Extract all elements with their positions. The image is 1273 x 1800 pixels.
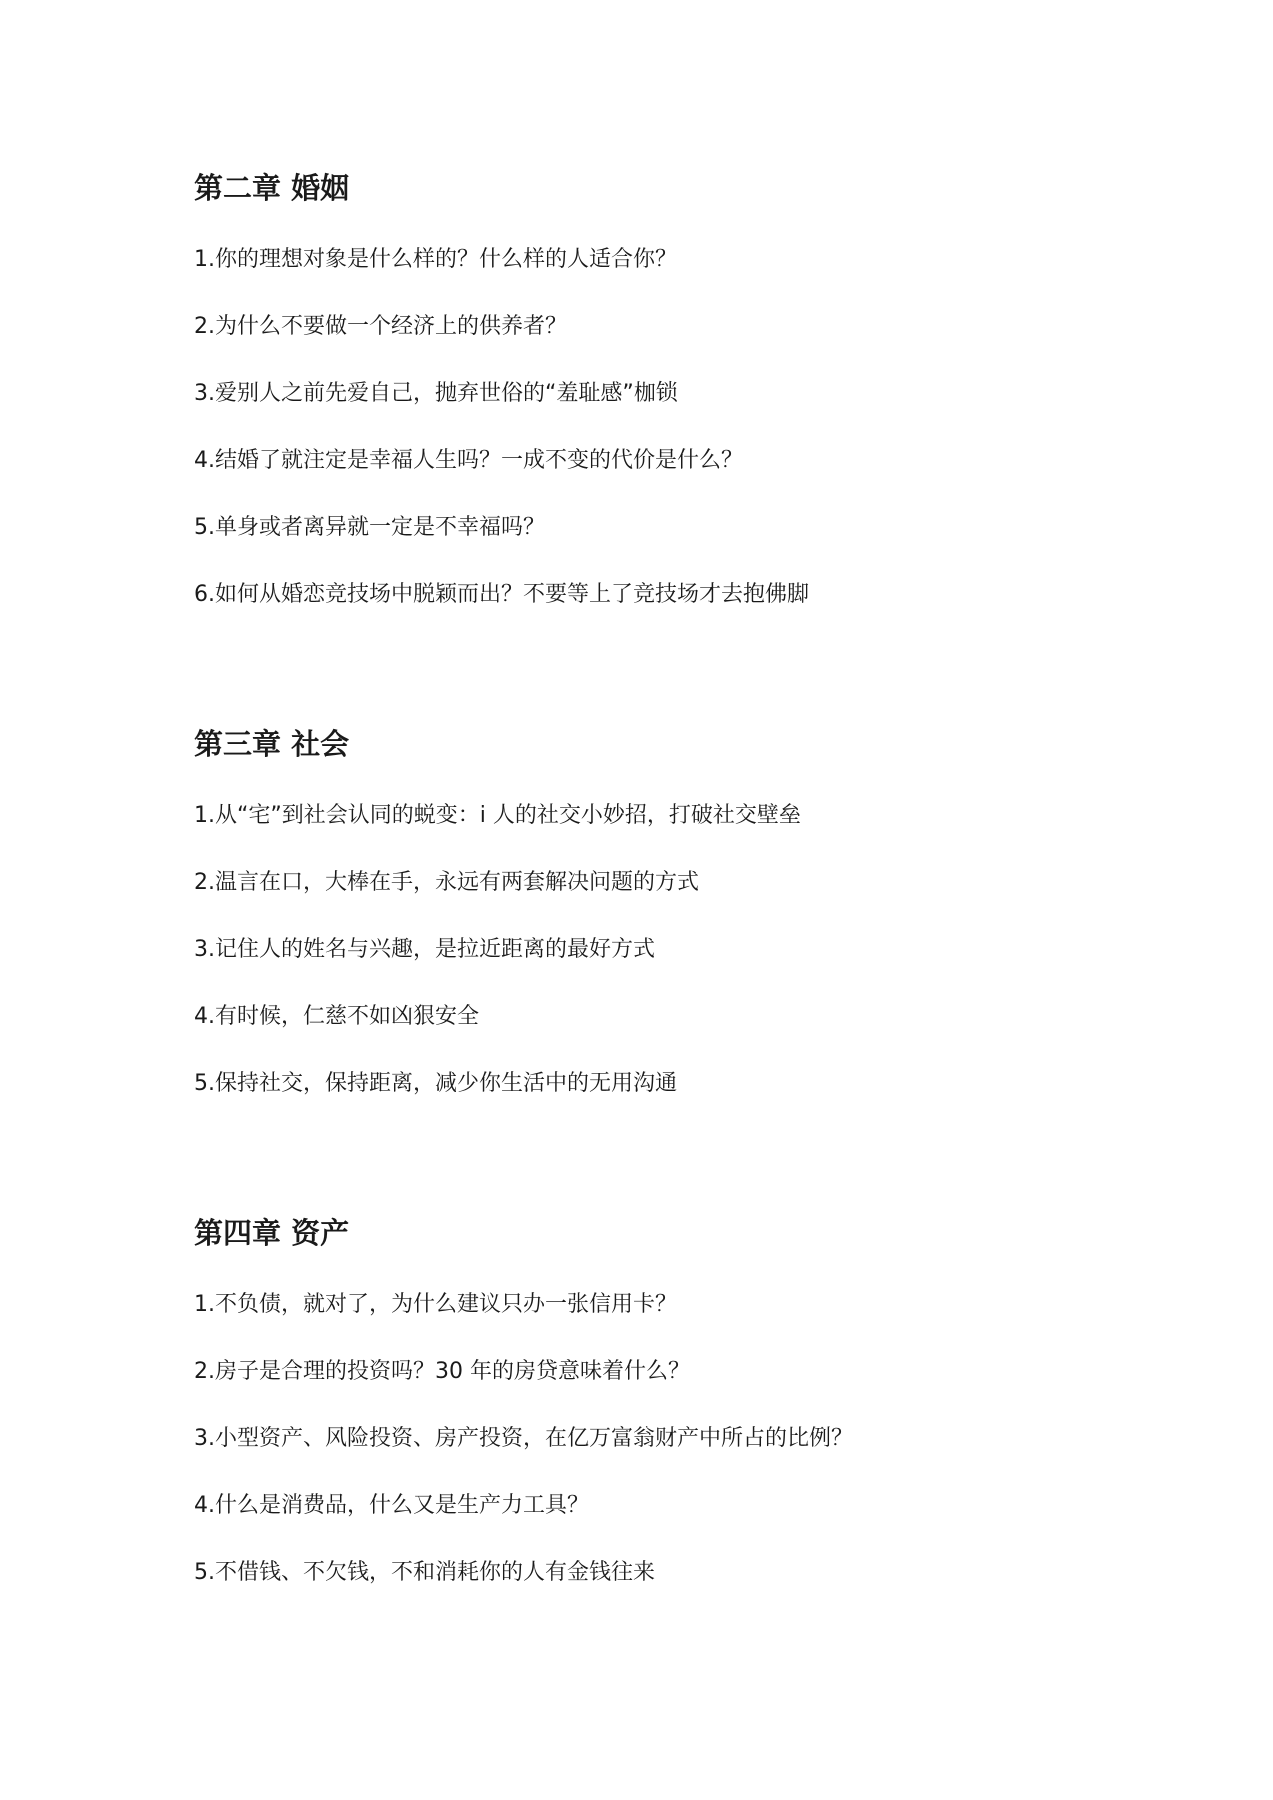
list-item: 3.小型资产、风险投资、房产投资，在亿万富翁财产中所占的比例？ xyxy=(194,1426,853,1451)
list-item: 1.你的理想对象是什么样的？什么样的人适合你？ xyxy=(194,247,677,272)
list-item: 6.如何从婚恋竞技场中脱颖而出？不要等上了竞技场才去抱佛脚 xyxy=(194,582,809,607)
chapter-marriage xyxy=(194,168,1194,611)
list-item: 4.有时候，仁慈不如凶狠安全 xyxy=(194,1004,479,1029)
list-item: 1.不负债，就对了，为什么建议只办一张信用卡？ xyxy=(194,1292,677,1317)
chapter-title: 第四章 资产 xyxy=(194,1216,350,1250)
list-item: 5.单身或者离异就一定是不幸福吗？ xyxy=(194,515,545,540)
chapter-item-list xyxy=(194,244,1194,611)
list-item: 3.爱别人之前先爱自己，抛弃世俗的“羞耻感”枷锁 xyxy=(194,381,678,406)
chapter-title: 第二章 婚姻 xyxy=(194,171,350,205)
list-item: 4.结婚了就注定是幸福人生吗？一成不变的代价是什么？ xyxy=(194,448,743,473)
list-item: 5.不借钱、不欠钱，不和消耗你的人有金钱往来 xyxy=(194,1560,655,1585)
chapter-assets xyxy=(194,1213,1194,1589)
list-item: 4.什么是消费品，什么又是生产力工具？ xyxy=(194,1493,589,1518)
chapter-title: 第三章 社会 xyxy=(194,727,350,761)
list-item: 5.保持社交，保持距离，减少你生活中的无用沟通 xyxy=(194,1071,677,1096)
chapter-item-list xyxy=(194,800,1194,1100)
list-item: 3.记住人的姓名与兴趣，是拉近距离的最好方式 xyxy=(194,937,655,962)
list-item: 2.房子是合理的投资吗？30 年的房贷意味着什么？ xyxy=(194,1359,690,1384)
chapter-society xyxy=(194,724,1194,1100)
chapter-item-list xyxy=(194,1289,1194,1589)
list-item: 1.从“宅”到社会认同的蜕变：i 人的社交小妙招，打破社交壁垒 xyxy=(194,803,801,828)
list-item: 2.为什么不要做一个经济上的供养者？ xyxy=(194,314,567,339)
list-item: 2.温言在口，大棒在手，永远有两套解决问题的方式 xyxy=(194,870,699,895)
